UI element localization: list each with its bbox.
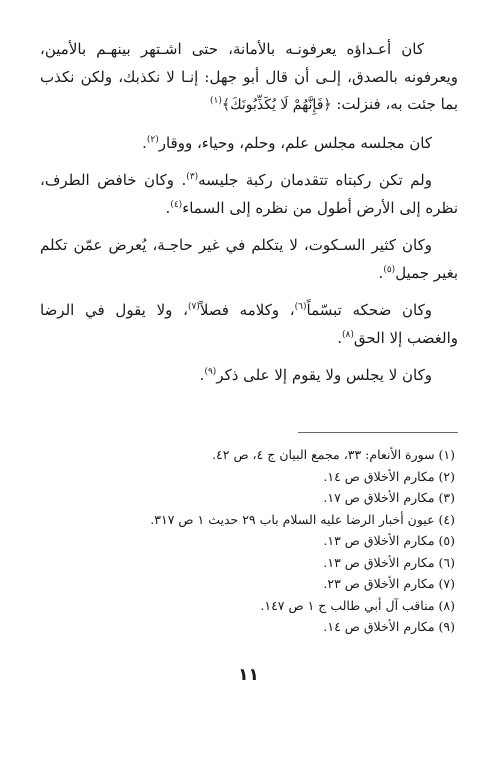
footnote-item: (٥) مكارم الأخلاق ص ١٣. <box>323 533 455 548</box>
footnote-item: (٦) مكارم الأخلاق ص ١٣. <box>323 554 455 570</box>
paragraph-6 <box>40 362 458 390</box>
paragraph-text: ، ولا يقول في الرضا والغضب إلا الحق <box>40 301 458 347</box>
footnotes-list <box>60 444 455 638</box>
footnote-item: (٤) عيون أخبار الرضا عليه السلام باب ٢٩ حديث ١ ص ٣١٧. <box>150 511 455 527</box>
footnote-item: (٣) مكارم الأخلاق ص ١٧. <box>323 490 455 505</box>
footnote-item: (١) سورة الأنعام: ٣٣، مجمع البيان ج ٤، ص ٤٢. <box>212 447 455 462</box>
paragraph-text: ، وكلامه فصلاً <box>199 301 295 319</box>
paragraph-1 <box>40 36 458 120</box>
paragraph-text: ولم تكن ركبتاه تتقدمان ركبة جليسه <box>198 171 432 189</box>
footnote-ref: (٢) <box>146 134 159 145</box>
footnote-ref: (٥) <box>383 264 396 275</box>
footnote-item: (٧) مكارم الأخلاق ص ٢٣. <box>323 576 455 591</box>
paragraph-5 <box>40 297 458 352</box>
footnote-ref: (٦) <box>294 302 307 312</box>
paragraph-text: كان أعـداؤه يعرفونـه بالأمانة، حتى اشـتهر بينهـم بالأمين، ويعرفونه بالصدق، إلـى أن قال أبو جهل: إنـا لا نكذبك، ولكن نكذب بما جئت به، فنزلت: <box>40 40 458 113</box>
main-text <box>40 36 458 400</box>
paragraph-text: . وكان خافض الطرف، نظره إلى الأرض أطول من نظره إلى السماء <box>40 171 458 217</box>
footnote-ref: (٣) <box>186 172 199 182</box>
footnote-item: (٢) مكارم الأخلاق ص ١٤. <box>323 468 455 484</box>
footnote-ref: (١) <box>210 96 222 106</box>
paragraph-3 <box>40 167 458 222</box>
paragraph-text: وكان لا يجلس ولا يقوم إلا على ذكر <box>216 366 432 384</box>
page-number: ١١ <box>238 665 259 685</box>
paragraph-2 <box>40 130 458 158</box>
paragraph-text: . <box>378 263 384 282</box>
footnote-ref: (٩) <box>204 367 217 377</box>
footnote-ref: (٤) <box>170 199 183 210</box>
paragraph-text: . <box>165 198 171 217</box>
footnote-separator <box>298 432 458 433</box>
paragraph-text: وكان ضحكه تبسّماً <box>306 301 432 319</box>
quran-verse: ﴿فَإِنَّهُمْ لَا يُكَذِّبُونَكَ﴾ <box>221 97 332 113</box>
footnote-item: (٨) مناقب آل أبي طالب ج ١ ص ١٤٧. <box>260 597 455 613</box>
footnote-ref: (٧) <box>187 302 200 312</box>
footnote-ref: (٨) <box>341 329 354 340</box>
paragraph-text: كان مجلسه مجلس علم، وحلم، وحياء، ووقار <box>158 133 432 152</box>
paragraph-text: وكان كثير السـكوت، لا يتكلم في غير حاجـة، يُعرض عمّن تكلم بغير جميل <box>40 236 458 282</box>
paragraph-text: . <box>199 366 205 384</box>
paragraph-text: . <box>142 133 147 152</box>
paragraph-text: . <box>337 328 342 347</box>
footnote-item: (٩) مكارم الأخلاق ص ١٤. <box>323 619 455 634</box>
paragraph-4 <box>40 232 458 287</box>
